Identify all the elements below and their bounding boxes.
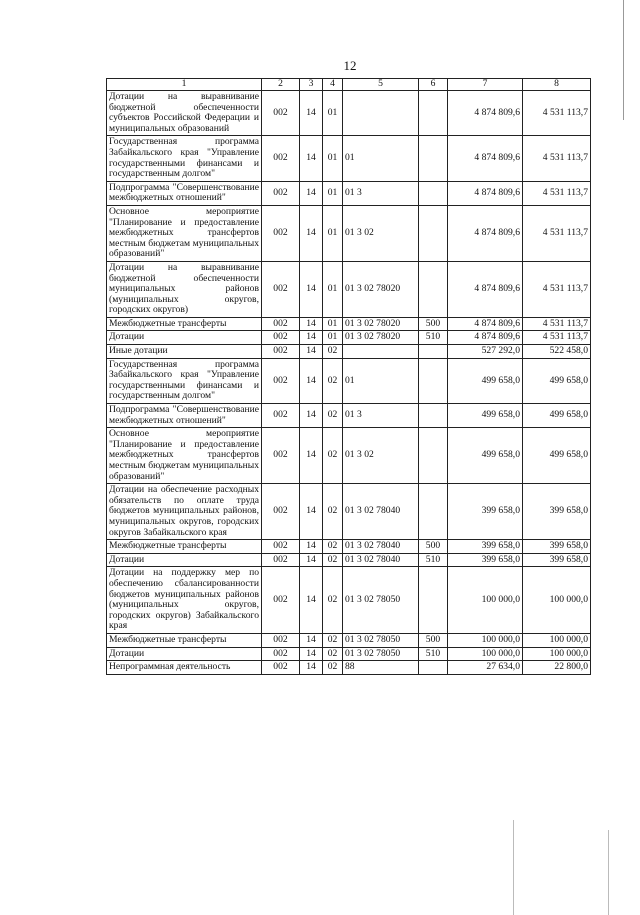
department-code-cell: 002	[262, 91, 300, 136]
department-code-cell: 002	[262, 553, 300, 567]
section-cell: 14	[300, 317, 323, 331]
expense-type-cell	[419, 91, 448, 136]
row-name-cell: Подпрограмма "Совершенствование межбюджетных отношений"	[107, 181, 262, 205]
scan-artifact-line	[608, 830, 609, 915]
target-article-cell	[343, 91, 419, 136]
expense-type-cell	[419, 205, 448, 261]
subsection-cell: 02	[323, 358, 343, 403]
column-header-7: 7	[448, 79, 523, 91]
table-row	[107, 484, 591, 540]
amount-year2-cell: 4 531 113,7	[523, 136, 591, 181]
target-article-cell: 01 3 02	[343, 428, 419, 484]
amount-year1-cell: 399 658,0	[448, 540, 523, 554]
amount-year1-cell: 4 874 809,6	[448, 331, 523, 345]
section-cell: 14	[300, 633, 323, 647]
department-code-cell: 002	[262, 261, 300, 317]
target-article-cell: 01 3 02 78050	[343, 633, 419, 647]
row-name-cell: Дотации на выравнивание бюджетной обеспеченности муниципальных районов (муниципальных округов, городских округов)	[107, 261, 262, 317]
department-code-cell: 002	[262, 404, 300, 428]
column-header-2: 2	[262, 79, 300, 91]
table-row	[107, 181, 591, 205]
target-article-cell: 01 3 02 78040	[343, 540, 419, 554]
scan-artifact-line	[513, 820, 514, 915]
amount-year2-cell: 499 658,0	[523, 428, 591, 484]
table-row	[107, 317, 591, 331]
expense-type-cell	[419, 661, 448, 675]
table-row	[107, 404, 591, 428]
amount-year2-cell: 499 658,0	[523, 404, 591, 428]
section-cell: 14	[300, 647, 323, 661]
department-code-cell: 002	[262, 136, 300, 181]
subsection-cell: 01	[323, 331, 343, 345]
section-cell: 14	[300, 136, 323, 181]
subsection-cell: 02	[323, 428, 343, 484]
amount-year1-cell: 4 874 809,6	[448, 136, 523, 181]
row-name-cell: Иные дотации	[107, 345, 262, 359]
table-body	[107, 91, 591, 675]
department-code-cell: 002	[262, 567, 300, 634]
department-code-cell: 002	[262, 484, 300, 540]
row-name-cell: Дотации на поддержку мер по обеспечению сбалансированности бюджетов муниципальных районов (муниципальных округов, городских округов) Забайкальского края	[107, 567, 262, 634]
amount-year1-cell: 4 874 809,6	[448, 91, 523, 136]
department-code-cell: 002	[262, 647, 300, 661]
subsection-cell: 02	[323, 345, 343, 359]
subsection-cell: 01	[323, 136, 343, 181]
amount-year2-cell: 4 531 113,7	[523, 91, 591, 136]
table-row	[107, 661, 591, 675]
section-cell: 14	[300, 661, 323, 675]
target-article-cell: 01 3 02 78050	[343, 647, 419, 661]
amount-year2-cell: 4 531 113,7	[523, 331, 591, 345]
table-row	[107, 358, 591, 403]
column-header-8: 8	[523, 79, 591, 91]
section-cell: 14	[300, 540, 323, 554]
amount-year1-cell: 100 000,0	[448, 633, 523, 647]
expense-type-cell	[419, 358, 448, 403]
target-article-cell: 01 3 02	[343, 205, 419, 261]
subsection-cell: 02	[323, 661, 343, 675]
target-article-cell: 01 3 02 78050	[343, 567, 419, 634]
subsection-cell: 02	[323, 567, 343, 634]
target-article-cell: 01 3	[343, 404, 419, 428]
amount-year1-cell: 4 874 809,6	[448, 317, 523, 331]
column-header-3: 3	[300, 79, 323, 91]
row-name-cell: Дотации	[107, 331, 262, 345]
amount-year1-cell: 4 874 809,6	[448, 261, 523, 317]
target-article-cell: 01	[343, 136, 419, 181]
table-header-row	[107, 79, 591, 91]
target-article-cell: 01 3 02 78040	[343, 553, 419, 567]
department-code-cell: 002	[262, 345, 300, 359]
expense-type-cell	[419, 484, 448, 540]
subsection-cell: 01	[323, 205, 343, 261]
section-cell: 14	[300, 91, 323, 136]
row-name-cell: Государственная программа Забайкальского края "Управление государственными финансами и государственным долгом"	[107, 358, 262, 403]
amount-year1-cell: 4 874 809,6	[448, 205, 523, 261]
column-header-5: 5	[343, 79, 419, 91]
expense-type-cell	[419, 345, 448, 359]
amount-year2-cell: 399 658,0	[523, 484, 591, 540]
table-row	[107, 136, 591, 181]
expense-type-cell	[419, 261, 448, 317]
row-name-cell: Дотации на обеспечение расходных обязательств по оплате труда бюджетов муниципальных районов, муниципальных округов, городских округов Забайкальского края	[107, 484, 262, 540]
row-name-cell: Дотации	[107, 553, 262, 567]
department-code-cell: 002	[262, 633, 300, 647]
expense-type-cell	[419, 181, 448, 205]
table-row	[107, 91, 591, 136]
expense-type-cell: 510	[419, 553, 448, 567]
section-cell: 14	[300, 358, 323, 403]
section-cell: 14	[300, 484, 323, 540]
row-name-cell: Межбюджетные трансферты	[107, 540, 262, 554]
amount-year1-cell: 399 658,0	[448, 553, 523, 567]
expense-type-cell: 510	[419, 647, 448, 661]
expense-type-cell: 500	[419, 633, 448, 647]
amount-year2-cell: 4 531 113,7	[523, 181, 591, 205]
department-code-cell: 002	[262, 428, 300, 484]
target-article-cell: 01	[343, 358, 419, 403]
column-header-6: 6	[419, 79, 448, 91]
department-code-cell: 002	[262, 358, 300, 403]
expense-type-cell: 500	[419, 317, 448, 331]
amount-year1-cell: 4 874 809,6	[448, 181, 523, 205]
amount-year1-cell: 499 658,0	[448, 358, 523, 403]
table-row	[107, 633, 591, 647]
row-name-cell: Межбюджетные трансферты	[107, 317, 262, 331]
section-cell: 14	[300, 404, 323, 428]
amount-year2-cell: 499 658,0	[523, 358, 591, 403]
row-name-cell: Дотации	[107, 647, 262, 661]
expense-type-cell: 510	[419, 331, 448, 345]
table-row	[107, 205, 591, 261]
target-article-cell: 01 3 02 78040	[343, 484, 419, 540]
amount-year2-cell: 4 531 113,7	[523, 317, 591, 331]
department-code-cell: 002	[262, 317, 300, 331]
expense-type-cell	[419, 567, 448, 634]
subsection-cell: 01	[323, 181, 343, 205]
amount-year1-cell: 399 658,0	[448, 484, 523, 540]
subsection-cell: 02	[323, 633, 343, 647]
amount-year2-cell: 100 000,0	[523, 567, 591, 634]
amount-year2-cell: 100 000,0	[523, 647, 591, 661]
table-row	[107, 331, 591, 345]
amount-year1-cell: 499 658,0	[448, 428, 523, 484]
subsection-cell: 01	[323, 317, 343, 331]
target-article-cell: 01 3	[343, 181, 419, 205]
amount-year2-cell: 100 000,0	[523, 633, 591, 647]
amount-year2-cell: 4 531 113,7	[523, 205, 591, 261]
table-row	[107, 345, 591, 359]
row-name-cell: Непрограммная деятельность	[107, 661, 262, 675]
table-row	[107, 540, 591, 554]
section-cell: 14	[300, 331, 323, 345]
column-header-4: 4	[323, 79, 343, 91]
target-article-cell: 88	[343, 661, 419, 675]
subsection-cell: 02	[323, 540, 343, 554]
section-cell: 14	[300, 428, 323, 484]
amount-year2-cell: 522 458,0	[523, 345, 591, 359]
table-row	[107, 567, 591, 634]
target-article-cell: 01 3 02 78020	[343, 331, 419, 345]
section-cell: 14	[300, 553, 323, 567]
row-name-cell: Межбюджетные трансферты	[107, 633, 262, 647]
target-article-cell: 01 3 02 78020	[343, 317, 419, 331]
subsection-cell: 02	[323, 484, 343, 540]
section-cell: 14	[300, 567, 323, 634]
amount-year2-cell: 399 658,0	[523, 553, 591, 567]
expense-type-cell	[419, 136, 448, 181]
section-cell: 14	[300, 261, 323, 317]
expense-type-cell	[419, 404, 448, 428]
department-code-cell: 002	[262, 205, 300, 261]
expense-type-cell	[419, 428, 448, 484]
amount-year2-cell: 399 658,0	[523, 540, 591, 554]
scan-artifact-line	[623, 0, 624, 120]
amount-year1-cell: 100 000,0	[448, 567, 523, 634]
amount-year1-cell: 100 000,0	[448, 647, 523, 661]
department-code-cell: 002	[262, 661, 300, 675]
table-row	[107, 261, 591, 317]
page-number: 12	[343, 58, 357, 73]
section-cell: 14	[300, 205, 323, 261]
row-name-cell: Основное мероприятие "Планирование и предоставление межбюджетных трансфертов местным бюджетам муниципальных образований"	[107, 205, 262, 261]
row-name-cell: Дотации на выравнивание бюджетной обеспеченности субъектов Российской Федерации и муниципальных образований	[107, 91, 262, 136]
table-row	[107, 428, 591, 484]
department-code-cell: 002	[262, 540, 300, 554]
amount-year2-cell: 4 531 113,7	[523, 261, 591, 317]
table-row	[107, 647, 591, 661]
subsection-cell: 02	[323, 404, 343, 428]
target-article-cell	[343, 345, 419, 359]
section-cell: 14	[300, 181, 323, 205]
amount-year2-cell: 22 800,0	[523, 661, 591, 675]
subsection-cell: 01	[323, 91, 343, 136]
subsection-cell: 01	[323, 261, 343, 317]
amount-year1-cell: 527 292,0	[448, 345, 523, 359]
amount-year1-cell: 27 634,0	[448, 661, 523, 675]
section-cell: 14	[300, 345, 323, 359]
row-name-cell: Основное мероприятие "Планирование и предоставление межбюджетных трансфертов местным бюджетам муниципальных образований"	[107, 428, 262, 484]
subsection-cell: 02	[323, 647, 343, 661]
column-header-1: 1	[107, 79, 262, 91]
subsection-cell: 02	[323, 553, 343, 567]
row-name-cell: Государственная программа Забайкальского края "Управление государственными финансами и государственным долгом"	[107, 136, 262, 181]
budget-table	[106, 78, 591, 675]
amount-year1-cell: 499 658,0	[448, 404, 523, 428]
table-row	[107, 553, 591, 567]
department-code-cell: 002	[262, 331, 300, 345]
target-article-cell: 01 3 02 78020	[343, 261, 419, 317]
expense-type-cell: 500	[419, 540, 448, 554]
department-code-cell: 002	[262, 181, 300, 205]
row-name-cell: Подпрограмма "Совершенствование межбюджетных отношений"	[107, 404, 262, 428]
